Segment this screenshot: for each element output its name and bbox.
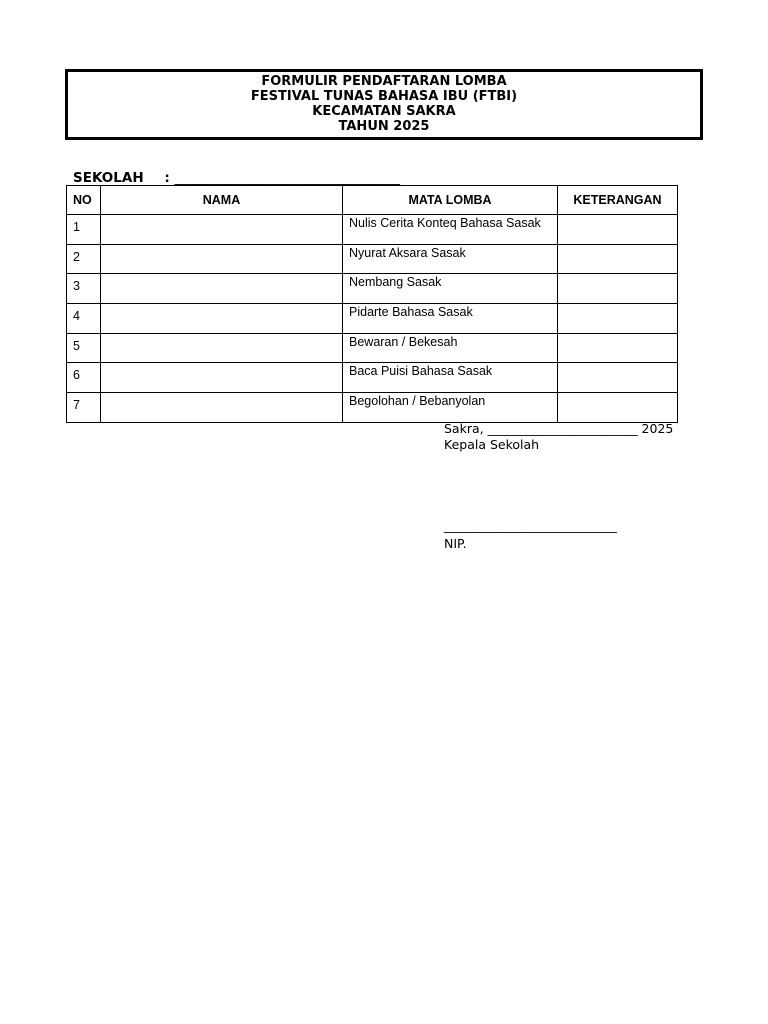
cell-no: 7 bbox=[67, 393, 101, 423]
table-row bbox=[67, 215, 678, 245]
table-header-row bbox=[67, 186, 678, 215]
table-row bbox=[67, 274, 678, 304]
school-field bbox=[73, 170, 399, 186]
cell-nama[interactable] bbox=[101, 304, 343, 334]
form-title-box bbox=[65, 69, 703, 140]
school-colon: : bbox=[164, 170, 170, 186]
header-nama: NAMA bbox=[101, 186, 343, 215]
cell-nama[interactable] bbox=[101, 333, 343, 363]
cell-no: 1 bbox=[67, 215, 101, 245]
signature-place-date: Sakra, ________________________ 2025 bbox=[444, 421, 674, 436]
cell-keterangan[interactable] bbox=[558, 333, 678, 363]
cell-nama[interactable] bbox=[101, 393, 343, 423]
cell-keterangan[interactable] bbox=[558, 244, 678, 274]
cell-nama[interactable] bbox=[101, 363, 343, 393]
cell-keterangan[interactable] bbox=[558, 363, 678, 393]
cell-nama[interactable] bbox=[101, 274, 343, 304]
cell-keterangan[interactable] bbox=[558, 304, 678, 334]
cell-mata-lomba: Bewaran / Bekesah bbox=[343, 333, 558, 363]
cell-nama[interactable] bbox=[101, 215, 343, 245]
table-row bbox=[67, 333, 678, 363]
district-name: KECAMATAN SAKRA bbox=[312, 104, 456, 119]
table-row bbox=[67, 363, 678, 393]
school-label: SEKOLAH bbox=[73, 170, 144, 186]
cell-mata-lomba: Baca Puisi Bahasa Sasak bbox=[343, 363, 558, 393]
table-row bbox=[67, 244, 678, 274]
signature-nip: NIP. bbox=[444, 536, 467, 551]
cell-nama[interactable] bbox=[101, 244, 343, 274]
cell-mata-lomba: Begolohan / Bebanyolan bbox=[343, 393, 558, 423]
cell-mata-lomba: Nyurat Aksara Sasak bbox=[343, 244, 558, 274]
cell-keterangan[interactable] bbox=[558, 274, 678, 304]
cell-no: 5 bbox=[67, 333, 101, 363]
cell-keterangan[interactable] bbox=[558, 215, 678, 245]
cell-mata-lomba: Nembang Sasak bbox=[343, 274, 558, 304]
signature-line: _____________________________ bbox=[444, 518, 617, 533]
cell-keterangan[interactable] bbox=[558, 393, 678, 423]
school-blank-line[interactable]: ____________________________________ bbox=[174, 170, 400, 186]
cell-no: 4 bbox=[67, 304, 101, 334]
table-row bbox=[67, 304, 678, 334]
registration-table bbox=[66, 185, 678, 423]
header-no: NO bbox=[67, 186, 101, 215]
form-title: FORMULIR PENDAFTARAN LOMBA bbox=[261, 74, 507, 89]
header-mata-lomba: MATA LOMBA bbox=[343, 186, 558, 215]
signature-title: Kepala Sekolah bbox=[444, 437, 540, 452]
cell-mata-lomba: Nulis Cerita Konteq Bahasa Sasak bbox=[343, 215, 558, 245]
cell-no: 3 bbox=[67, 274, 101, 304]
year-label: TAHUN 2025 bbox=[338, 119, 430, 134]
cell-no: 6 bbox=[67, 363, 101, 393]
cell-no: 2 bbox=[67, 244, 101, 274]
table-row bbox=[67, 393, 678, 423]
festival-name: FESTIVAL TUNAS BAHASA IBU (FTBI) bbox=[250, 89, 518, 104]
cell-mata-lomba: Pidarte Bahasa Sasak bbox=[343, 304, 558, 334]
header-keterangan: KETERANGAN bbox=[558, 186, 678, 215]
